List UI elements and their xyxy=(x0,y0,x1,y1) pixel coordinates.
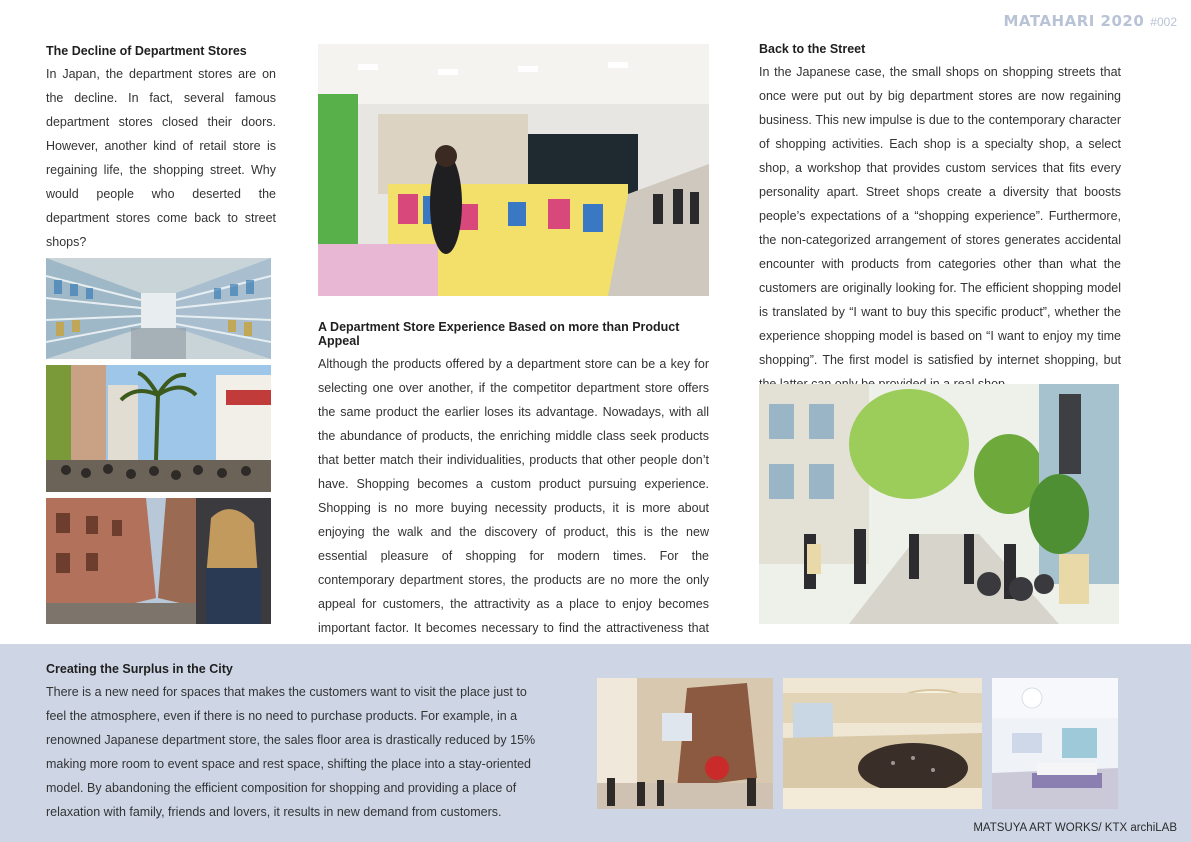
section-surplus xyxy=(46,662,536,824)
rest-space-lounge-photo xyxy=(992,678,1118,809)
shopping-street-palms-photo xyxy=(46,365,271,492)
section-experience xyxy=(318,320,709,664)
page-number: #002 xyxy=(1150,15,1177,29)
crowded-atrium-photo xyxy=(783,678,982,809)
section-heading: Creating the Surplus in the City xyxy=(46,662,233,676)
shopping-street-photo xyxy=(759,384,1119,624)
page-header xyxy=(1003,12,1177,30)
section-body: In the Japanese case, the small shops on shopping streets that once were put out by big department stores are now regaining business. This new impulse is due to the contemporary character of shopping activities. Each shop is a specialty shop, a select shop, a workshop that provides custom services that fits every personality apart. Street shops create a diversity that boosts people’s expectations of a “shopping experience”. Furthermore, the non-categorized arrangement of stores generates accidental encounter with products from categories other than what the customers are originally looking for. The efficient shopping model is translated by “I want to buy this specific product”, whether the experience shopping model is based on “I want to enjoy my time shopping”. The first model is satisfied by internet shopping, but xyxy=(759,65,1121,367)
section-body: In Japan, the department stores are on the decline. In fact, several famous department stores closed their doors. However, another kind of retail store is regaining life, the shopping street. Why would people who deserted the department stores come back to street shops? xyxy=(46,67,276,249)
atrium-event-photo xyxy=(597,678,773,809)
department-store-interior-photo xyxy=(318,44,709,296)
section-heading: The Decline of Department Stores xyxy=(46,44,247,58)
section-heading: Back to the Street xyxy=(759,42,866,56)
section-heading: A Department Store Experience Based on more than Product Appeal xyxy=(318,320,680,348)
section-body: Although the products offered by a department store can be a key for selecting one over another, if the competitor department store offers the same product the earlier loses its advantage. Nowadays, with all the abundance of products, the enriching middle class seek products that better match their individualities, products that other people don’t have. Shopping becomes a custom product pursuing experience. Shopping is no more buying necessity products, it is more about enjoying the walk and the discovery of product, this is the new essential pleasure of shopping for modern times. For the contemporary department stores, the products are no more the only appeal for customers, the attractivity as a place to enjoy becomes important factor. It becomes necessary to find the attractiveness that xyxy=(318,357,709,635)
photo-credit: MATSUYA ART WORKS/ KTX archiLAB xyxy=(973,822,1177,834)
brand-title: MATAHARI 2020 xyxy=(1003,12,1145,30)
european-street-photo xyxy=(46,498,271,624)
section-body: There is a new need for spaces that makes the customers want to visit the place just to feel the atmosphere, even if there is no need to purchase products. For example, in a renowned Japanese department store, the sales floor area is drastically reduced by 15% making more room to event space and rest space, shifting the place into a stay-oriented model. By abandoning the efficient composition for shopping and providing a place of relaxation with family, friends and lovers, it results in new demand from customers. xyxy=(46,685,536,819)
section-decline xyxy=(46,44,276,254)
supermarket-aisle-photo xyxy=(46,258,271,359)
section-street xyxy=(759,42,1121,396)
